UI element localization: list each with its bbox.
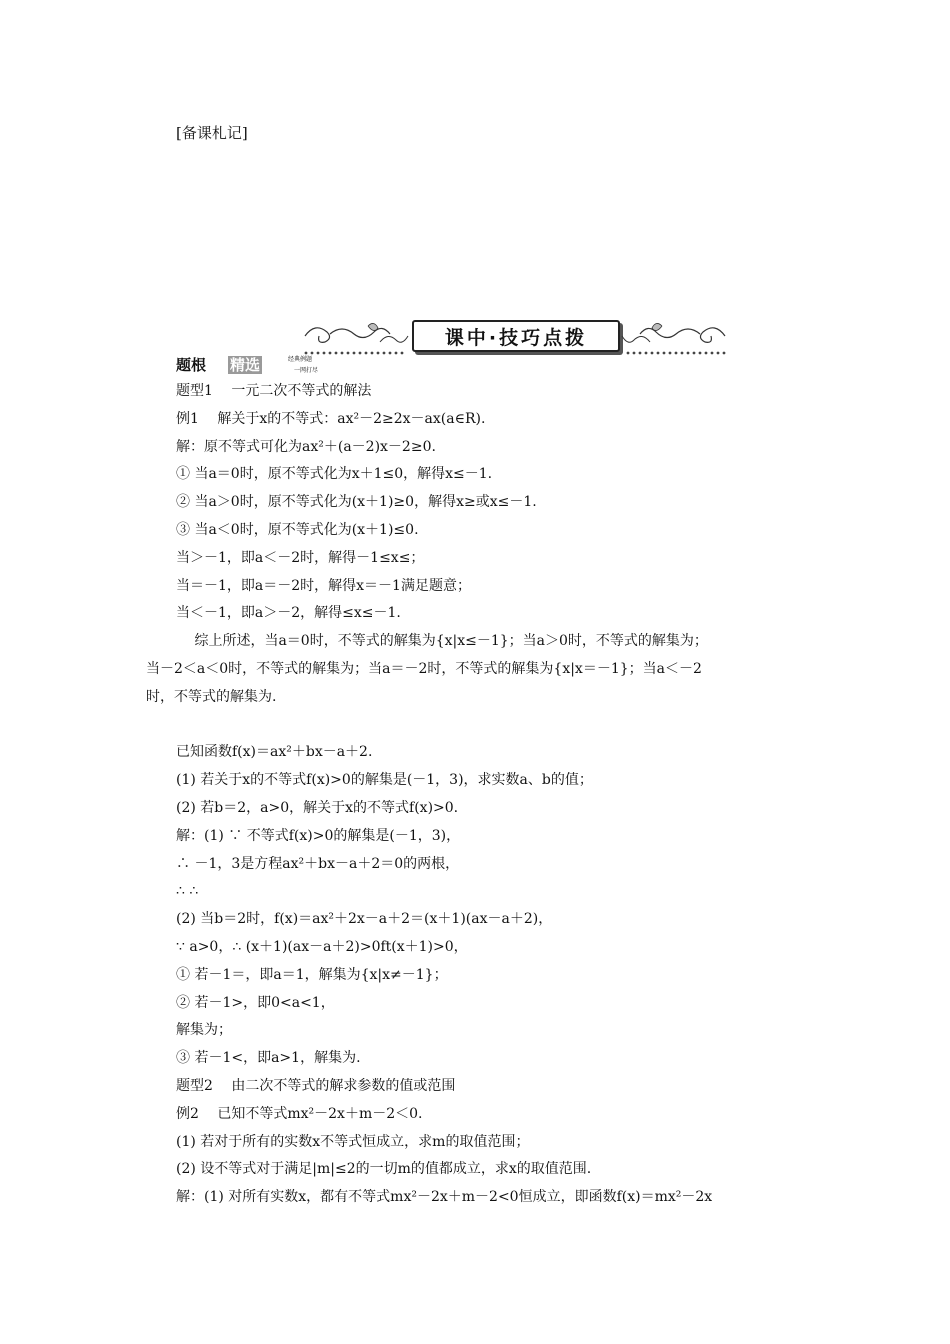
left-ornament-icon [300,314,410,360]
text-line: (2) 设不等式对于满足|m|≤2的一切m的值都成立，求x的取值范围. [176,1161,592,1178]
text-line: 当＝－1，即a＝－2时，解得x＝－1满足题意； [176,577,471,594]
section-tag-sub1: 经典例题 [288,356,313,363]
text-line: 例1 解关于x的不等式：ax²－2≥2x－ax(a∈R). [176,410,486,427]
section-tag-accent: 精选 [230,356,261,374]
text-line: ③ 当a＜0时，原不等式化为(x＋1)≤0. [176,521,419,538]
document-body [146,378,816,1212]
banner-title: 课中·技巧点拨 [444,326,588,349]
text-line: (1) 若对于所有的实数x不等式恒成立，求m的取值范围； [176,1133,530,1150]
text-line: 解：(1) ∵ 不等式f(x)>0的解集是(－1，3)， [176,827,461,844]
section-tag [176,356,336,376]
banner-title-box [412,320,620,352]
blank-line [146,712,816,740]
text-line: 时，不等式的解集为. [146,688,277,705]
right-ornament-icon [620,314,730,360]
text-line: ② 当a＞0时，原不等式化为(x＋1)≥0，解得x≥或x≤－1. [176,494,537,511]
text-line: 当－2＜a＜0时，不等式的解集为；当a＝－2时，不等式的解集为{x|x＝－1}；当a＜－2 [146,660,702,677]
text-line: (2) 当b＝2时，f(x)＝ax²＋2x－a＋2＝(x＋1)(ax－a＋2)， [176,911,553,928]
text-line: (1) 若关于x的不等式f(x)>0的解集是(－1，3)，求实数a、b的值； [176,772,593,789]
notes-heading: [备课札记] [176,124,248,142]
section-tag-sub2: 一网打尽 [294,367,319,374]
text-line: ① 若－1＝，即a＝1，解集为{x|x≠－1}； [176,966,448,983]
section-tag-main: 题根 [176,356,207,374]
text-line: 例2 已知不等式mx²－2x＋m－2＜0. [176,1105,423,1122]
text-line: 当＜－1，即a＞－2，解得≤x≤－1. [176,605,401,622]
text-line: ∴ －1，3是方程ax²＋bx－a＋2＝0的两根， [176,855,460,872]
text-line: 题型2 由二次不等式的解求参数的值或范围 [176,1077,456,1094]
text-line: ③ 若－1<，即a>1，解集为. [176,1050,361,1067]
text-line: ∵ a>0，∴ (x＋1)(ax－a＋2)>0ft(x＋1)>0， [176,938,468,955]
text-line: ① 当a＝0时，原不等式化为x＋1≤0，解得x≤－1. [176,466,493,483]
section-banner [300,314,730,360]
text-line: 综上所述，当a＝0时，不等式的解集为{x|x≤－1}；当a＞0时，不等式的解集为； [176,633,708,650]
text-line: (2) 若b＝2，a>0，解关于x的不等式f(x)>0. [176,799,459,816]
text-line: 解：原不等式可化为ax²＋(a－2)x－2≥0. [176,438,436,455]
text-line: 解：(1) 对所有实数x，都有不等式mx²－2x＋m－2<0恒成立，即函数f(x)＝mx²－2x [176,1189,713,1206]
text-line: ② 若－1>，即0<a<1， [176,994,335,1011]
text-line: ∴ ∴ [176,883,199,900]
text-line: 当＞－1，即a＜－2时，解得－1≤x≤； [176,549,425,566]
text-line: 解集为； [176,1022,232,1039]
text-line: 题型1 一元二次不等式的解法 [176,383,372,399]
text-line: 已知函数f(x)＝ax²＋bx－a＋2. [176,744,373,761]
